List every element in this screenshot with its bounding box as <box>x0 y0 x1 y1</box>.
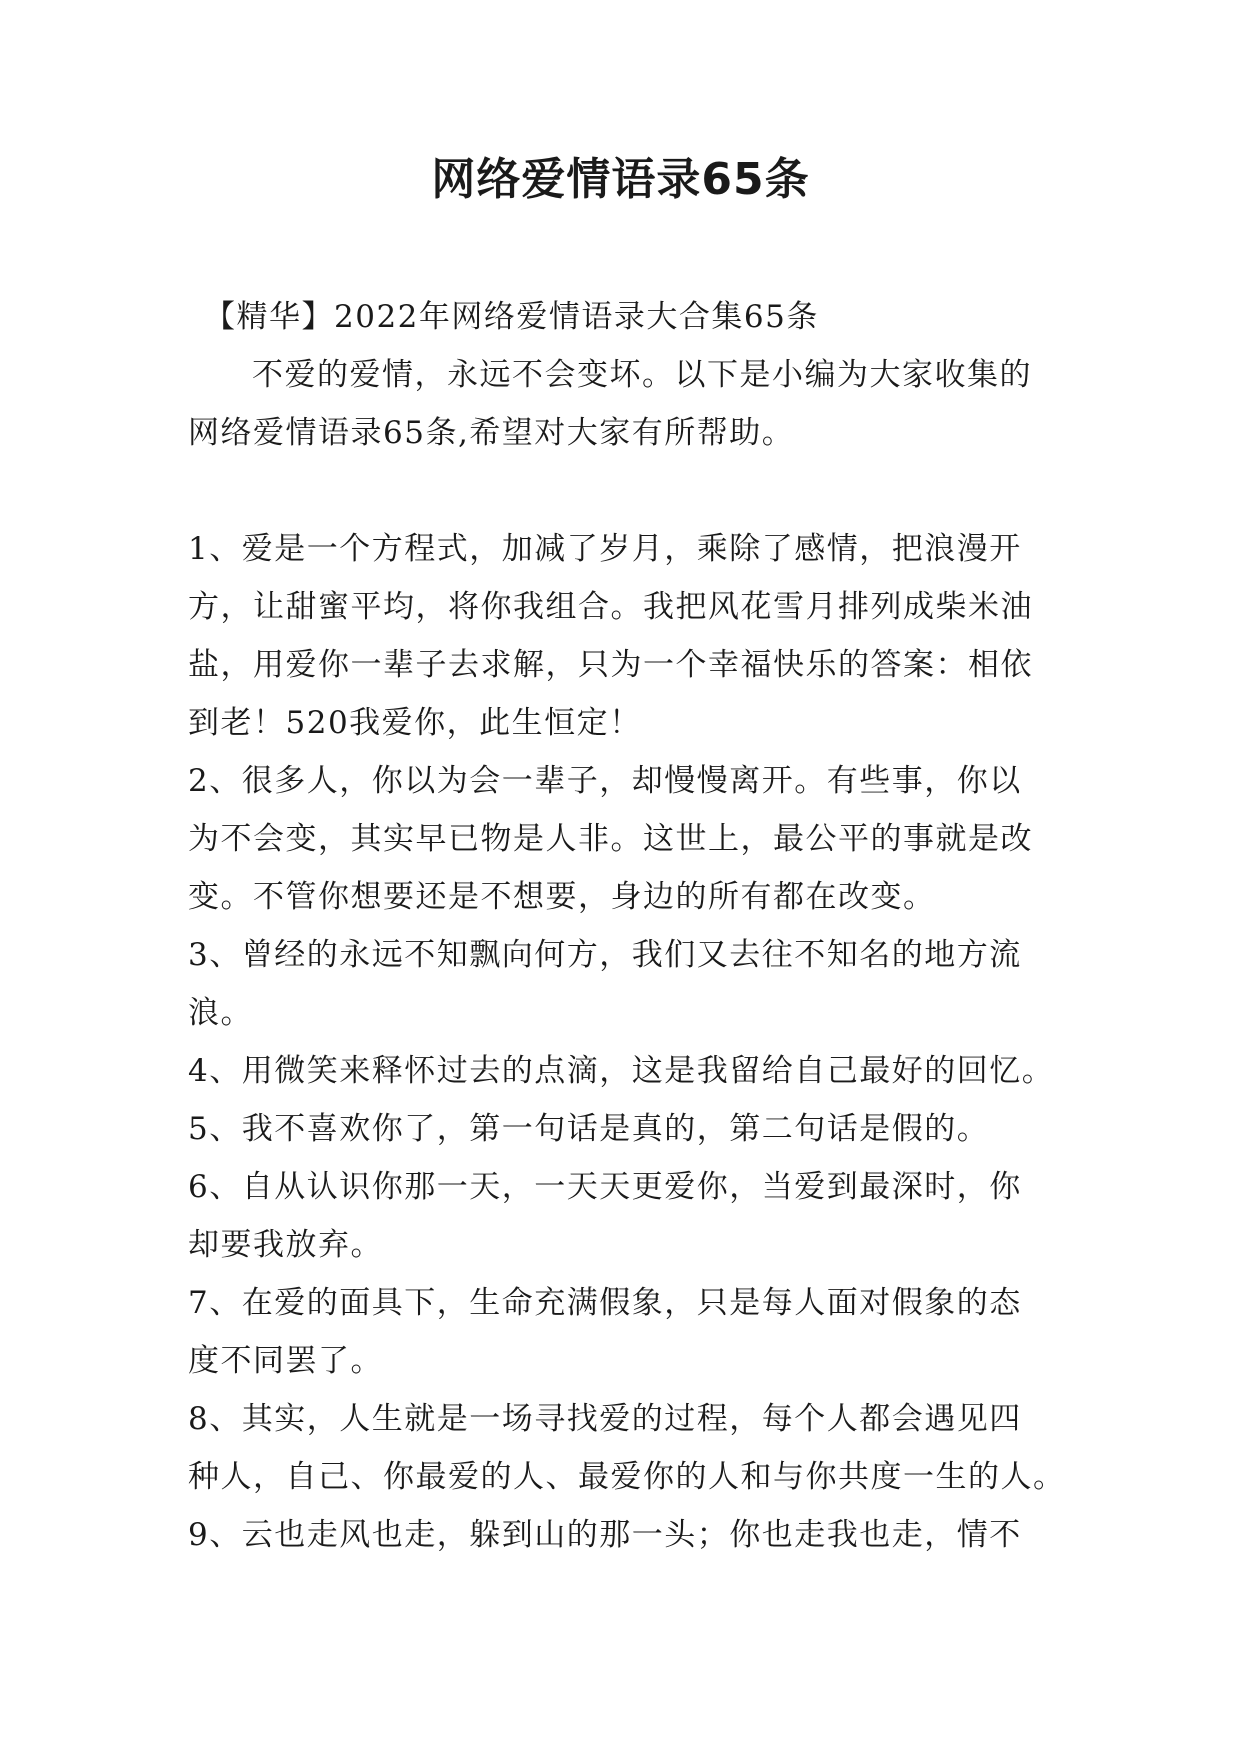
content-line: 2、很多人，你以为会一辈子，却慢慢离开。有些事，你以 <box>188 763 1022 799</box>
content-line: 3、曾经的永远不知飘向何方，我们又去往不知名的地方流 <box>188 937 1022 973</box>
content-line: 7、在爱的面具下，生命充满假象，只是每人面对假象的态 <box>188 1285 1022 1321</box>
content-line: 变。不管你想要还是不想要，身边的所有都在改变。 <box>188 879 936 915</box>
content-line: 1、爱是一个方程式，加减了岁月，乘除了感情，把浪漫开 <box>188 531 1022 567</box>
content-line: 8、其实，人生就是一场寻找爱的过程，每个人都会遇见四 <box>188 1401 1022 1437</box>
intro-line: 网络爱情语录65条,希望对大家有所帮助。 <box>188 415 795 451</box>
content-line: 6、自从认识你那一天，一天天更爱你，当爱到最深时，你 <box>188 1169 1022 1205</box>
content-line: 9、云也走风也走，躲到山的那一头；你也走我也走，情不 <box>188 1517 1022 1553</box>
content-line: 4、用微笑来释怀过去的点滴，这是我留给自己最好的回忆。 <box>188 1053 1055 1089</box>
content-line: 为不会变，其实早已物是人非。这世上，最公平的事就是改 <box>188 821 1033 857</box>
content-line: 种人，自己、你最爱的人、最爱你的人和与你共度一生的人。 <box>188 1459 1066 1495</box>
page-title: 网络爱情语录65条 <box>431 154 810 205</box>
content-line: 盐，用爱你一辈子去求解，只为一个幸福快乐的答案：相依 <box>188 647 1033 683</box>
document-body <box>188 288 1064 1564</box>
content-line: 却要我放弃。 <box>188 1227 383 1263</box>
content-line: 度不同罢了。 <box>188 1343 383 1379</box>
content-line: 5、我不喜欢你了，第一句话是真的，第二句话是假的。 <box>188 1111 990 1147</box>
content-line: 到老！520我爱你，此生恒定！ <box>188 705 642 741</box>
content-line: 方，让甜蜜平均，将你我组合。我把风花雪月排列成柴米油 <box>188 589 1033 625</box>
document-subtitle: 【精华】2022年网络爱情语录大合集65条 <box>204 299 819 335</box>
paragraph-gap <box>188 462 1064 520</box>
intro-line: 不爱的爱情，永远不会变坏。以下是小编为大家收集的 <box>252 357 1032 393</box>
content-line: 浪。 <box>188 995 253 1031</box>
